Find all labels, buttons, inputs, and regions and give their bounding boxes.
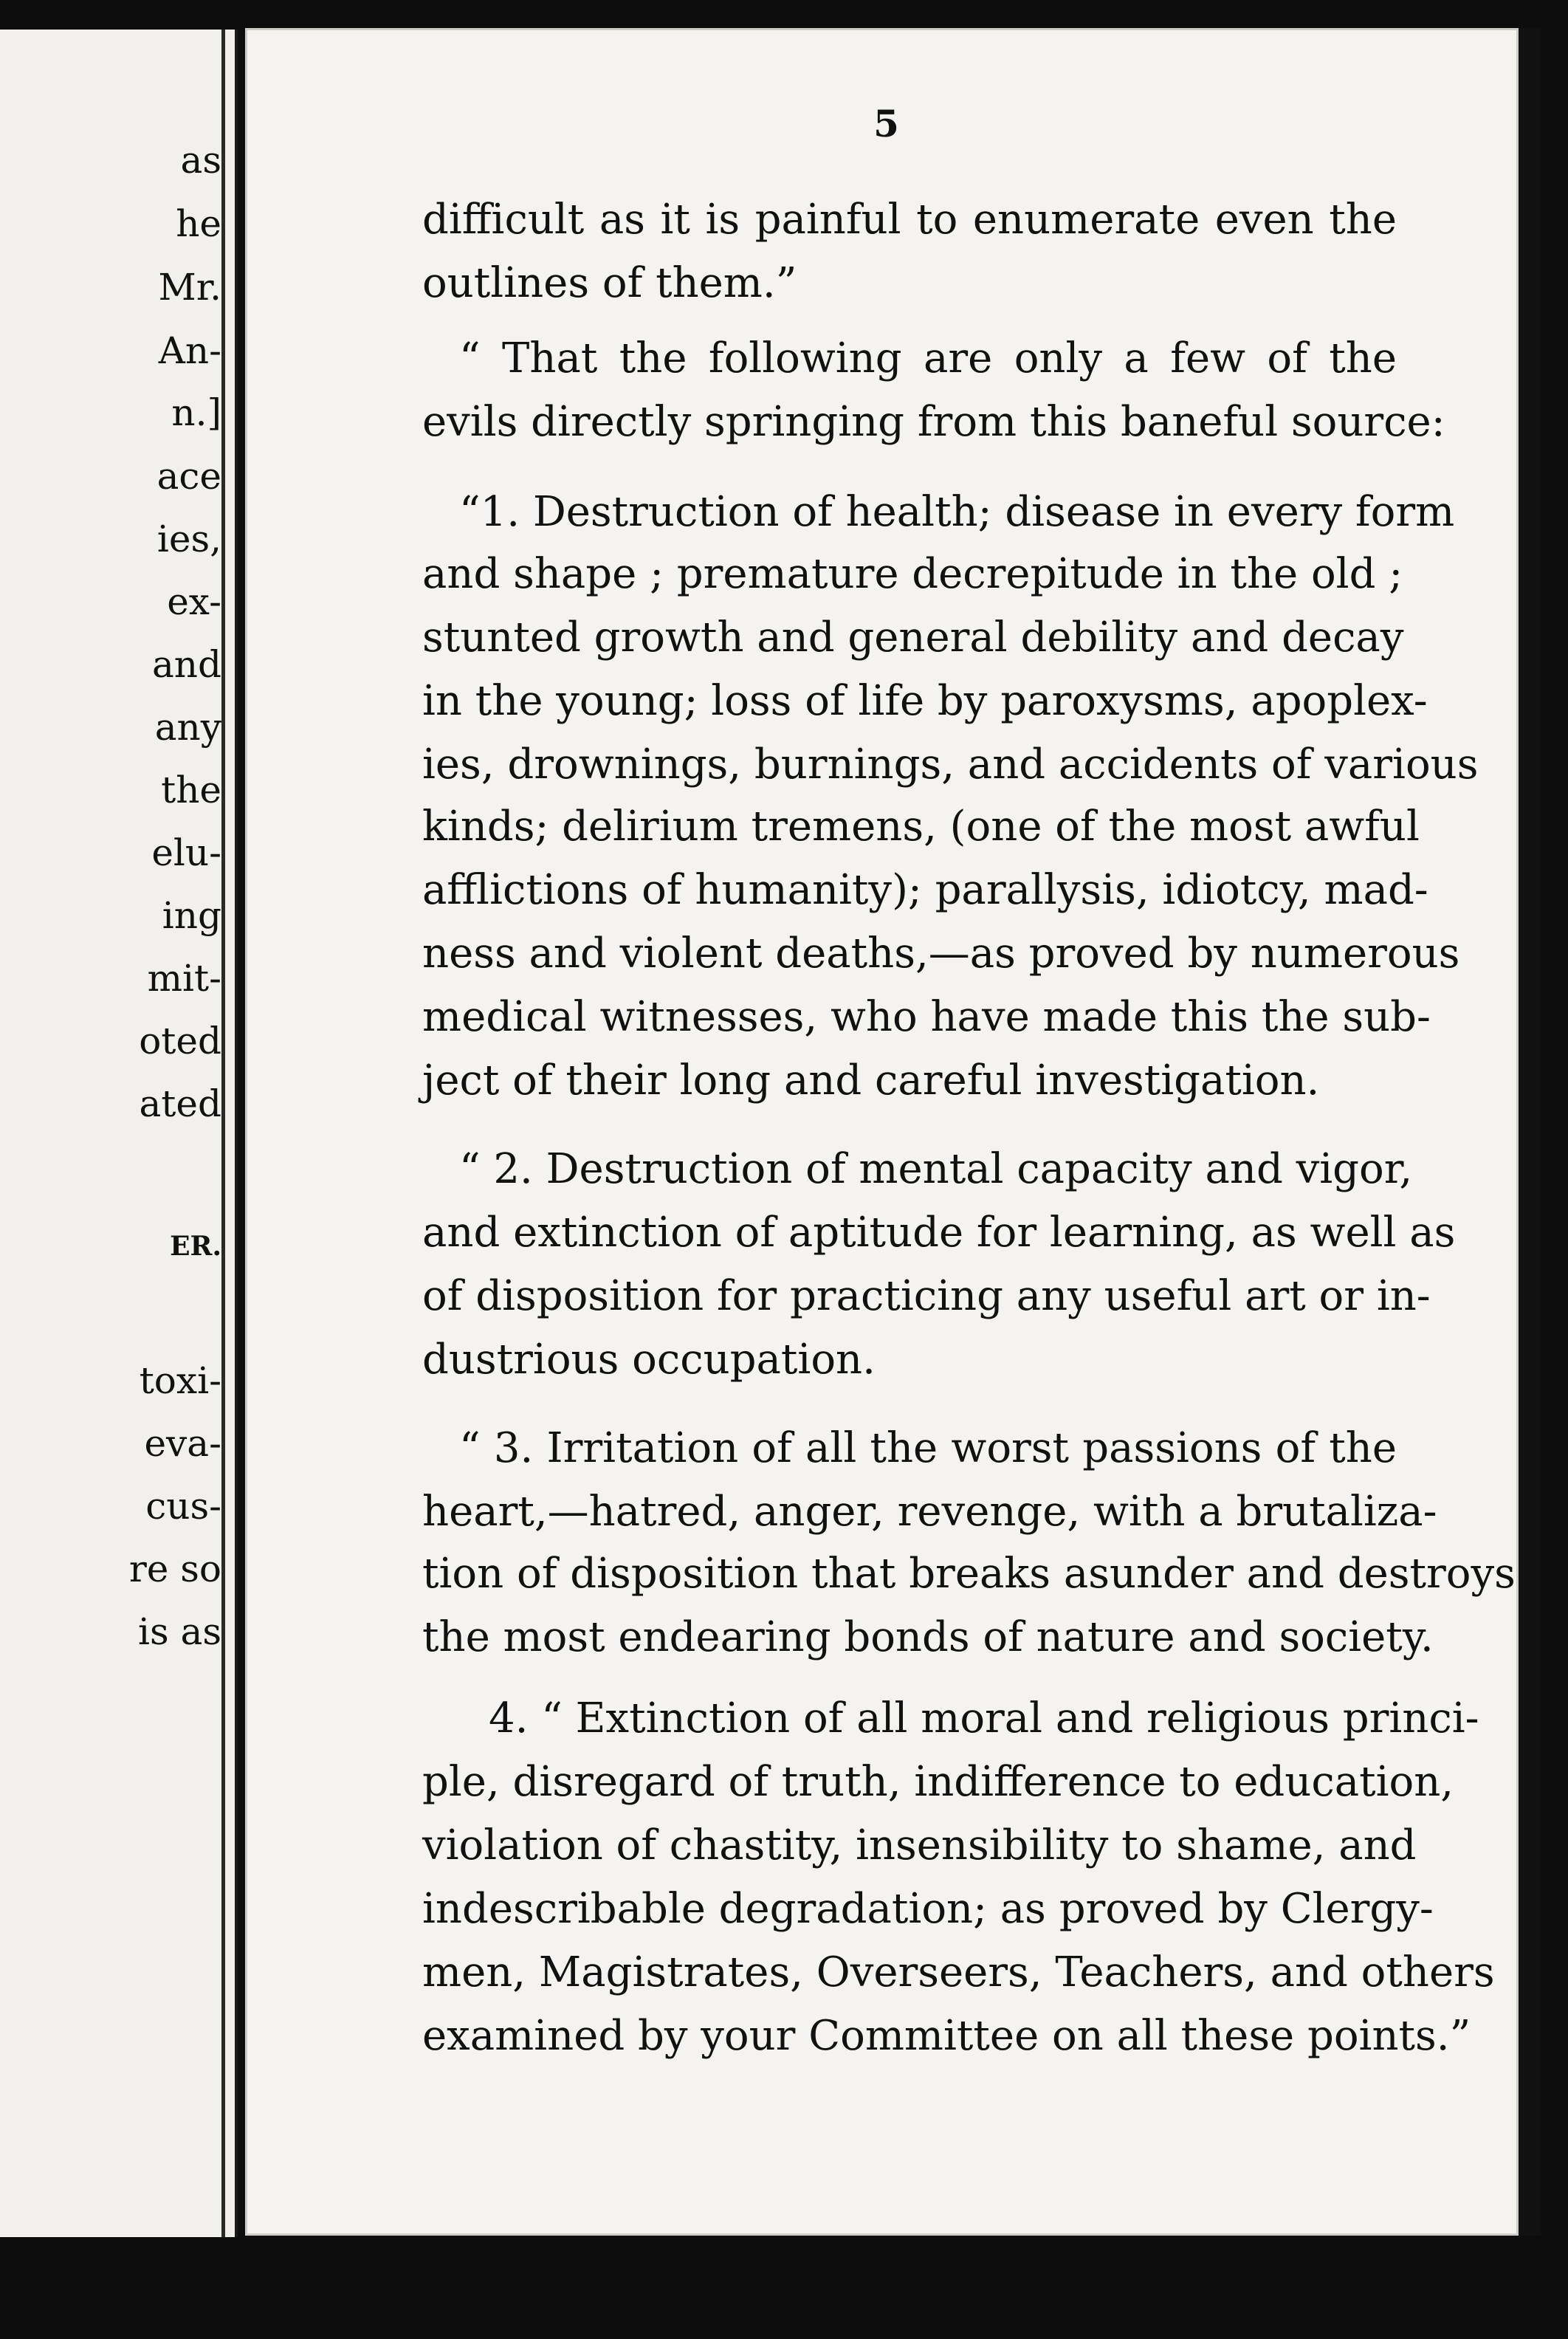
- left-fragment: and: [151, 643, 221, 686]
- left-fragment: ex-: [167, 580, 221, 623]
- gutter-line: [221, 30, 225, 2237]
- left-fragment: is as: [137, 1610, 221, 1653]
- text-line: violation of chastity, insensibility to shame, and: [422, 1821, 1417, 1869]
- left-fragment: n.]: [171, 391, 221, 434]
- left-fragment: toxi-: [139, 1359, 221, 1402]
- text-line: men, Magistrates, Overseers, Teachers, and others: [422, 1948, 1495, 1996]
- page-edge: [1519, 28, 1541, 2236]
- text-line: indescribable degradation; as proved by Clergy-: [422, 1885, 1434, 1933]
- text-line: ness and violent deaths,—as proved by numerous: [422, 930, 1460, 978]
- text-line: “ 3. Irritation of all the worst passions of the: [459, 1424, 1397, 1472]
- text-line: ies, drownings, burnings, and accidents of various: [422, 741, 1479, 789]
- left-fragment: ated: [139, 1082, 221, 1125]
- text-line: outlines of them.”: [422, 259, 797, 307]
- left-fragment: ies,: [157, 518, 221, 560]
- left-fragment: the: [161, 769, 221, 811]
- left-fragment: eva-: [144, 1422, 221, 1465]
- left-fragment: as: [180, 139, 221, 182]
- text-line: difficult as it is painful to enumerate even the: [422, 196, 1397, 244]
- left-fragment: An-: [158, 329, 221, 372]
- text-line: of disposition for practicing any useful art or in-: [422, 1272, 1431, 1320]
- text-line: ject of their long and careful investigation.: [422, 1057, 1320, 1105]
- left-fragment: any: [154, 706, 221, 749]
- left-fragment: mit-: [147, 957, 221, 1000]
- text-line: and extinction of aptitude for learning, as well as: [422, 1209, 1456, 1257]
- text-line: kinds; delirium tremens, (one of the most awful: [422, 803, 1420, 851]
- text-line: “ 2. Destruction of mental capacity and vigor,: [459, 1145, 1413, 1193]
- left-fragment: ace: [157, 455, 221, 498]
- text-line: and shape ; premature decrepitude in the old ;: [422, 550, 1403, 598]
- text-line: afflictions of humanity); parallysis, idiotcy, mad-: [422, 866, 1428, 914]
- text-line: the most endearing bonds of nature and society.: [422, 1613, 1434, 1661]
- left-fragment: ing: [162, 894, 221, 937]
- text-line: medical witnesses, who have made this the sub-: [422, 993, 1431, 1041]
- left-fragment: he: [176, 202, 221, 245]
- text-line: dustrious occupation.: [422, 1336, 876, 1384]
- text-line: stunted growth and general debility and decay: [422, 614, 1404, 662]
- left-fragment: cus-: [145, 1485, 221, 1528]
- left-fragment: re so: [128, 1548, 221, 1590]
- text-line: 4. “ Extinction of all moral and religious princi-: [489, 1694, 1479, 1742]
- text-line: examined by your Committee on all these points.”: [422, 2012, 1471, 2060]
- text-line: ple, disregard of truth, indifference to education,: [422, 1758, 1454, 1806]
- page-number: 5: [873, 102, 899, 145]
- text-line: in the young; loss of life by paroxysms, apoplex-: [422, 677, 1428, 725]
- text-line: heart,—hatred, anger, revenge, with a brutaliza-: [422, 1488, 1437, 1536]
- text-line: “ That the following are only a few of the: [459, 334, 1397, 382]
- text-line: evils directly springing from this baneful source:: [422, 398, 1445, 446]
- left-fragment: Mr.: [158, 266, 221, 309]
- left-fragment: elu-: [151, 831, 221, 874]
- book-page: [245, 28, 1519, 2236]
- left-fragment: oted: [139, 1020, 221, 1062]
- text-line: “1. Destruction of health; disease in every form: [459, 488, 1455, 536]
- facing-page-fragment: [0, 30, 238, 2237]
- text-line: tion of disposition that breaks asunder and destroys: [422, 1550, 1516, 1598]
- left-fragment: ER.: [170, 1231, 221, 1262]
